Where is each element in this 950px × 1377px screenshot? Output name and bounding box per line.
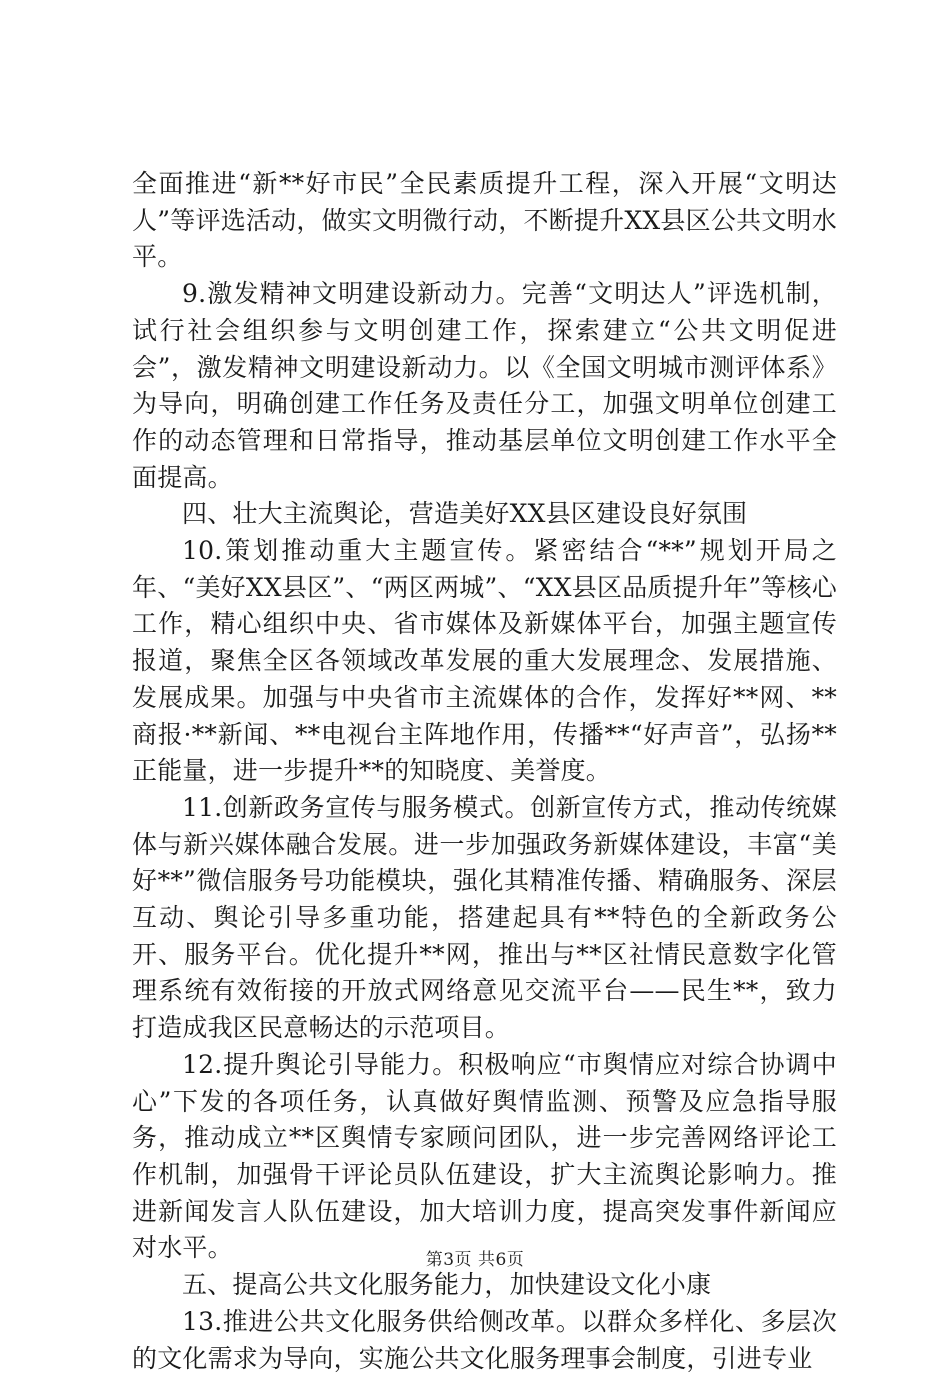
paragraph-item-13: 13.推进公共文化服务供给侧改革。以群众多样化、多层次的文化需求为导向，实施公共文化服务理事会制度，引进专业 xyxy=(132,1306,837,1373)
paragraph-continuation: 全面推进“新**好市民”全民素质提升工程，深入开展“文明达人”等评选活动，做实文明微行动，不断提升XX县区公共文明水平。 xyxy=(132,169,837,272)
section-heading-5: 五、提高公共文化服务能力，加快建设文化小康 xyxy=(182,1270,712,1300)
paragraph-item-12: 12.提升舆论引导能力。积极响应“市舆情应对综合协调中心”下发的各项任务，认真做好舆情监测、预警及应急指导服务，推动成立**区舆情专家顾问团队，进一步完善网络评论工作机制，加强骨干评论员队伍建设，扩大主流舆论影响力。推进新闻发言人队伍建设，加大培训力度，提高突发事件新闻应对水平。 xyxy=(132,1049,837,1263)
document-body xyxy=(132,166,837,1377)
paragraph-item-11: 11.创新政务宣传与服务模式。创新宣传方式，推动传统媒体与新兴媒体融合发展。进一步加强政务新媒体建设，丰富“美好**”微信服务号功能模块，强化其精准传播、精确服务、深层互动、舆论引导多重功能，搭建起具有**特色的全新政务公开、服务平台。优化提升**网，推出与**区社情民意数字化管理系统有效衔接的开放式网络意见交流平台——民生**，致力打造成我区民意畅达的示范项目。 xyxy=(132,792,837,1043)
section-heading-4: 四、壮大主流舆论，营造美好XX县区建设良好氛围 xyxy=(182,499,748,529)
page-footer xyxy=(0,1245,950,1270)
page-number-label: 第3页 共6页 xyxy=(425,1250,525,1270)
paragraph-item-9: 9.激发精神文明建设新动力。完善“文明达人”评选机制，试行社会组织参与文明创建工作，探索建立“公共文明促进会”，激发精神文明建设新动力。以《全国文明城市测评体系》为导向，明确创建工作任务及责任分工，加强文明单位创建工作的动态管理和日常指导，推动基层单位文明创建工作水平全面提高。 xyxy=(132,279,837,492)
paragraph-item-10: 10.策划推动重大主题宣传。紧密结合“**”规划开局之年、“美好XX县区”、“两区两城”、“XX县区品质提升年”等核心工作，精心组织中央、省市媒体及新媒体平台，加强主题宣传报道，聚焦全区各领域改革发展的重大发展理念、发展措施、发展成果。加强与中央省市主流媒体的合作，发挥好**网、**商报·**新闻、**电视台主阵地作用，传播**“好声音”，弘扬**正能量，进一步提升**的知晓度、美誉度。 xyxy=(132,536,837,786)
